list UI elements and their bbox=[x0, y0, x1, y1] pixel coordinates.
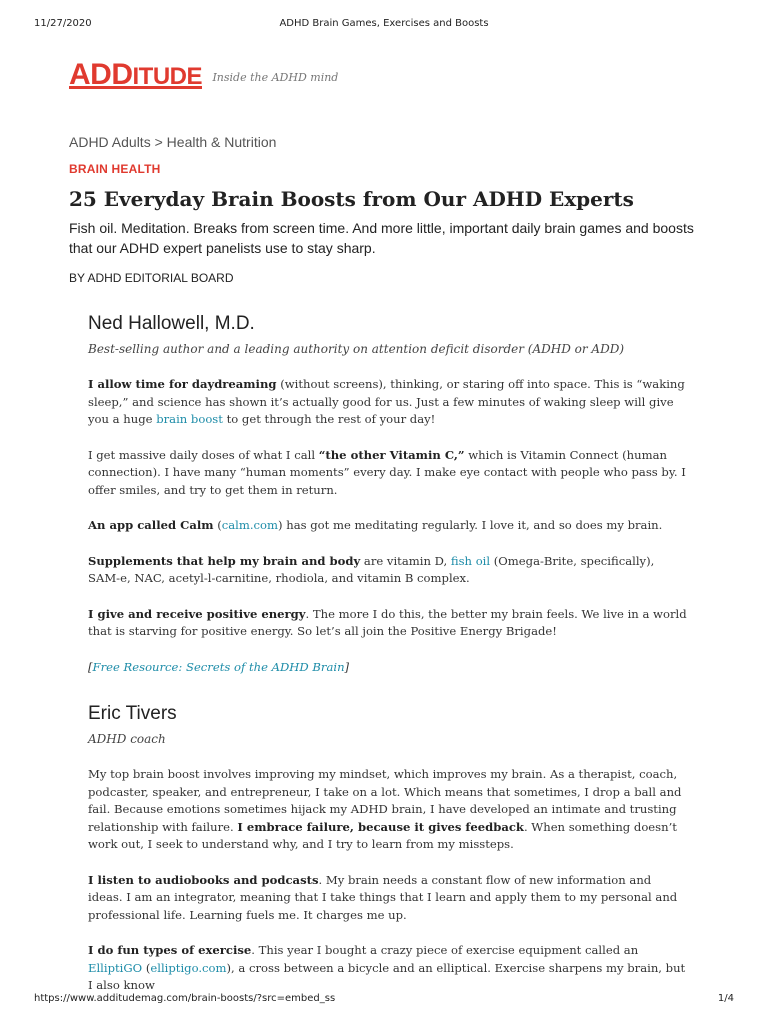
paragraph-text: to get through the rest of your day! bbox=[222, 412, 436, 426]
paragraph-text: I get massive daily doses of what I call bbox=[88, 447, 319, 462]
breadcrumb-item-health-nutrition[interactable]: Health & Nutrition bbox=[166, 134, 277, 150]
body-paragraph bbox=[88, 376, 688, 429]
inline-link[interactable]: brain boost bbox=[156, 412, 223, 426]
site-brand bbox=[69, 58, 338, 92]
bold-lead-text: I embrace failure, because it gives feedback bbox=[237, 819, 524, 834]
paragraph-text: (without screens), thinking, or staring off into space. This is “waking sleep,” and science has shown it’s actually good for us. Just a few minutes of waking sleep will give you a huge bbox=[88, 377, 685, 426]
body-paragraph bbox=[88, 766, 688, 854]
bold-lead-text: An app called Calm bbox=[88, 518, 214, 532]
paragraph-text: ( bbox=[142, 960, 151, 975]
paragraph-text: . This year I bought a crazy piece of exercise equipment called an bbox=[251, 943, 639, 957]
site-tagline: Inside the ADHD mind bbox=[212, 71, 339, 84]
expert-name: Ned Hallowell, M.D. bbox=[88, 313, 255, 334]
breadcrumb-item-adhd-adults[interactable]: ADHD Adults bbox=[69, 134, 151, 150]
paragraph-text: are vitamin D, bbox=[360, 553, 451, 568]
bold-lead-text: “the other Vitamin C,” bbox=[318, 447, 465, 462]
print-footer bbox=[0, 993, 768, 1007]
article-title: 25 Everyday Brain Boosts from Our ADHD Experts bbox=[69, 187, 634, 211]
bold-lead-text: I listen to audiobooks and podcasts bbox=[88, 872, 319, 887]
inline-link[interactable]: calm.com bbox=[221, 518, 279, 532]
paragraph-text: . When something doesn’t work out, I seek to understand why, and I try to learn from my missteps. bbox=[88, 819, 677, 851]
paragraph-text: ] bbox=[344, 659, 350, 674]
expert-name: Eric Tivers bbox=[88, 703, 177, 724]
article-dek: Fish oil. Meditation. Breaks from screen time. And more little, important daily brain games and boosts that our ADHD expert panelists use to stay sharp. bbox=[69, 220, 694, 256]
body-paragraph bbox=[88, 872, 688, 925]
bold-lead-text: I give and receive positive energy bbox=[88, 606, 306, 621]
expert-role: ADHD coach bbox=[88, 732, 166, 746]
additude-logo[interactable]: ADDITUDE bbox=[69, 58, 202, 91]
paragraph-text: ( bbox=[213, 518, 222, 532]
paragraph-text: ), a cross between a bicycle and an elliptical. Exercise sharpens my brain, but I also know bbox=[88, 960, 686, 992]
bold-lead-text: I do fun types of exercise bbox=[88, 943, 252, 957]
body-paragraph bbox=[88, 447, 688, 500]
inline-link[interactable]: Free Resource: Secrets of the ADHD Brain bbox=[92, 659, 345, 674]
body-paragraph bbox=[88, 659, 688, 677]
article-byline: BY ADHD EDITORIAL BOARD bbox=[69, 271, 234, 285]
breadcrumb bbox=[69, 134, 276, 150]
print-date: 11/27/2020 bbox=[34, 18, 92, 29]
print-page-number: 1/4 bbox=[717, 993, 734, 1004]
breadcrumb-separator: > bbox=[154, 134, 163, 150]
bold-lead-text: I allow time for daydreaming bbox=[88, 377, 277, 391]
print-header bbox=[0, 18, 768, 32]
body-paragraph bbox=[88, 606, 688, 641]
paragraph-text: . My brain needs a constant flow of new information and ideas. I am an integrator, meaning that I take things that I learn and apply them to my personal and professional life. Learning fuels me. It charges me up. bbox=[88, 872, 678, 922]
inline-link[interactable]: ElliptiGO bbox=[88, 960, 143, 975]
body-paragraph bbox=[88, 553, 688, 588]
article-category[interactable]: BRAIN HEALTH bbox=[69, 162, 161, 176]
expert-role: Best-selling author and a leading authority on attention deficit disorder (ADHD or ADD) bbox=[88, 342, 625, 356]
paragraph-text: ) has got me meditating regularly. I love it, and so does my brain. bbox=[278, 518, 663, 532]
body-paragraph bbox=[88, 942, 688, 995]
paragraph-text: which is Vitamin Connect (human connection). I have many “human moments” every day. I make eye contact with people who pass by. I offer smiles, and try to get them in return. bbox=[88, 447, 686, 497]
print-page-title: ADHD Brain Games, Exercises and Boosts bbox=[279, 18, 489, 29]
inline-link[interactable]: fish oil bbox=[450, 553, 491, 568]
inline-link[interactable]: elliptigo.com bbox=[150, 960, 227, 975]
paragraph-text: (Omega-Brite, specifically), SAM-e, NAC, acetyl-l-carnitine, rhodiola, and vitamin B complex. bbox=[88, 553, 655, 585]
paragraph-text: My top brain boost involves improving my mindset, which improves my brain. As a therapist, coach, podcaster, speaker, and entrepreneur, I take on a lot. Which means that sometimes, I drop a ball and fail. Because emotions sometimes hijack my ADHD brain, I have developed an intimate and trusting relationship with failure. bbox=[88, 767, 682, 834]
bold-lead-text: Supplements that help my brain and body bbox=[88, 553, 361, 568]
body-paragraph bbox=[88, 517, 688, 535]
article-body bbox=[88, 310, 688, 1013]
paragraph-text: . The more I do this, the better my brain feels. We live in a world that is starving for positive energy. So let’s all join the Positive Energy Brigade! bbox=[88, 606, 687, 638]
paragraph-text: [ bbox=[88, 659, 93, 674]
print-url: https://www.additudemag.com/brain-boosts/?src=embed_ss bbox=[34, 993, 336, 1004]
